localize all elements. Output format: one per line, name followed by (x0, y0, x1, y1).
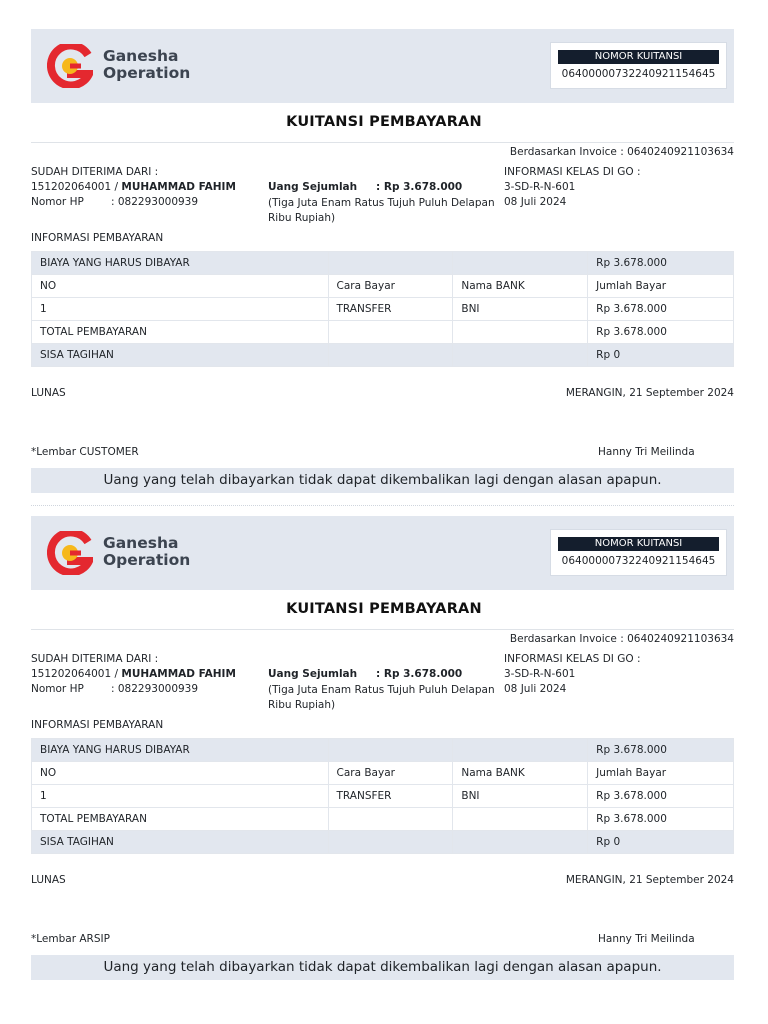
col-header-method: Cara Bayar (328, 762, 453, 785)
receipt-archive-copy (0, 487, 768, 974)
amount-value: : Rp 3.678.000 (376, 181, 463, 193)
receipt-number-value: 06400000732240921154645 (561, 68, 716, 80)
payment-table (31, 251, 734, 367)
signer-name: Hanny Tri Meilinda (598, 446, 695, 458)
title-divider (31, 142, 734, 143)
payment-info-label: INFORMASI PEMBAYARAN (31, 232, 164, 244)
col-header-bank: Nama BANK (453, 275, 588, 298)
col-header-method: Cara Bayar (328, 275, 453, 298)
total-label: TOTAL PEMBAYARAN (32, 321, 329, 344)
refund-policy-note: Uang yang telah dibayarkan tidak dapat dikembalikan lagi dengan alasan apapun. (31, 468, 734, 493)
cell-no: 1 (32, 298, 329, 321)
place-date: MERANGIN, 21 September 2024 (565, 874, 734, 886)
table-row-total (32, 808, 734, 831)
ganesha-operation-logo (47, 531, 93, 575)
amount-label: Uang Sejumlah (268, 668, 358, 680)
phone-value: : 082293000939 (111, 683, 199, 695)
place-date: MERANGIN, 21 September 2024 (565, 387, 734, 399)
student-id: 151202064001 / (31, 668, 122, 680)
phone-label: Nomor HP (31, 683, 84, 695)
class-code: 3-SD-R-N-601 (504, 668, 576, 680)
received-from-label: SUDAH DITERIMA DARI : (31, 166, 159, 178)
receipt-header (31, 29, 734, 103)
remaining-label: SISA TAGIHAN (32, 831, 329, 854)
cell-amount: Rp 3.678.000 (588, 298, 734, 321)
amount-in-words: (Tiga Juta Enam Ratus Tujuh Puluh Delapan Ribu Rupiah) (268, 197, 495, 224)
receipt-number-label: NOMOR KUITANSI (558, 50, 719, 64)
due-value: Rp 3.678.000 (588, 252, 734, 275)
phone-line (31, 683, 261, 695)
student-name: MUHAMMAD FAHIM (121, 668, 236, 680)
table-row-due (32, 252, 734, 275)
due-label: BIAYA YANG HARUS DIBAYAR (32, 252, 329, 275)
total-label: TOTAL PEMBAYARAN (32, 808, 329, 831)
amount-line (268, 668, 503, 680)
table-row-remaining (32, 344, 734, 367)
cell-bank: BNI (453, 785, 588, 808)
brand-line-2: Operation (103, 64, 191, 82)
table-row-remaining (32, 831, 734, 854)
title-divider (31, 629, 734, 630)
invoice-reference: Berdasarkan Invoice : 0640240921103634 (509, 633, 734, 645)
student-line (31, 668, 236, 680)
col-header-no: NO (32, 762, 329, 785)
col-header-amount: Jumlah Bayar (588, 762, 734, 785)
brand-name (103, 48, 190, 82)
student-id: 151202064001 / (31, 181, 122, 193)
copy-label: *Lembar ARSIP (31, 933, 110, 945)
receipt-number-value: 06400000732240921154645 (561, 555, 716, 567)
class-code: 3-SD-R-N-601 (504, 181, 576, 193)
payment-status: LUNAS (31, 874, 66, 886)
total-value: Rp 3.678.000 (588, 321, 734, 344)
cell-no: 1 (32, 785, 329, 808)
cell-method: TRANSFER (328, 785, 453, 808)
due-label: BIAYA YANG HARUS DIBAYAR (32, 739, 329, 762)
amount-label: Uang Sejumlah (268, 181, 358, 193)
table-row (32, 785, 734, 808)
receipt-header (31, 516, 734, 590)
phone-label: Nomor HP (31, 196, 84, 208)
remaining-value: Rp 0 (588, 831, 734, 854)
copy-label: *Lembar CUSTOMER (31, 446, 139, 458)
payment-table (31, 738, 734, 854)
table-header-row (32, 762, 734, 785)
class-date: 08 Juli 2024 (504, 196, 567, 208)
amount-value: : Rp 3.678.000 (376, 668, 463, 680)
ganesha-operation-logo (47, 44, 93, 88)
amount-in-words: (Tiga Juta Enam Ratus Tujuh Puluh Delapan Ribu Rupiah) (268, 684, 495, 711)
receipt-number-box (550, 42, 727, 89)
invoice-reference: Berdasarkan Invoice : 0640240921103634 (509, 146, 734, 158)
student-line (31, 181, 236, 193)
brand-name (103, 535, 190, 569)
receipt-customer-copy (0, 0, 768, 487)
class-info-label: INFORMASI KELAS DI GO : (504, 653, 641, 665)
brand-line-2: Operation (103, 551, 191, 569)
table-header-row (32, 275, 734, 298)
phone-value: : 082293000939 (111, 196, 199, 208)
table-row-due (32, 739, 734, 762)
receipt-number-label: NOMOR KUITANSI (558, 537, 719, 551)
signer-name: Hanny Tri Meilinda (598, 933, 695, 945)
cell-method: TRANSFER (328, 298, 453, 321)
table-row (32, 298, 734, 321)
col-header-no: NO (32, 275, 329, 298)
due-value: Rp 3.678.000 (588, 739, 734, 762)
remaining-value: Rp 0 (588, 344, 734, 367)
remaining-label: SISA TAGIHAN (32, 344, 329, 367)
student-name: MUHAMMAD FAHIM (121, 181, 236, 193)
class-date: 08 Juli 2024 (504, 683, 567, 695)
payment-info-label: INFORMASI PEMBAYARAN (31, 719, 164, 731)
cell-amount: Rp 3.678.000 (588, 785, 734, 808)
received-from-label: SUDAH DITERIMA DARI : (31, 653, 159, 665)
cell-bank: BNI (453, 298, 588, 321)
receipt-number-box (550, 529, 727, 576)
table-row-total (32, 321, 734, 344)
brand-line-1: Ganesha (103, 534, 179, 552)
payment-status: LUNAS (31, 387, 66, 399)
receipt-title: KUITANSI PEMBAYARAN (286, 114, 482, 130)
amount-line (268, 181, 503, 193)
refund-policy-note: Uang yang telah dibayarkan tidak dapat dikembalikan lagi dengan alasan apapun. (31, 955, 734, 980)
col-header-amount: Jumlah Bayar (588, 275, 734, 298)
receipt-title: KUITANSI PEMBAYARAN (286, 601, 482, 617)
class-info-label: INFORMASI KELAS DI GO : (504, 166, 641, 178)
col-header-bank: Nama BANK (453, 762, 588, 785)
total-value: Rp 3.678.000 (588, 808, 734, 831)
brand-line-1: Ganesha (103, 47, 179, 65)
phone-line (31, 196, 261, 208)
